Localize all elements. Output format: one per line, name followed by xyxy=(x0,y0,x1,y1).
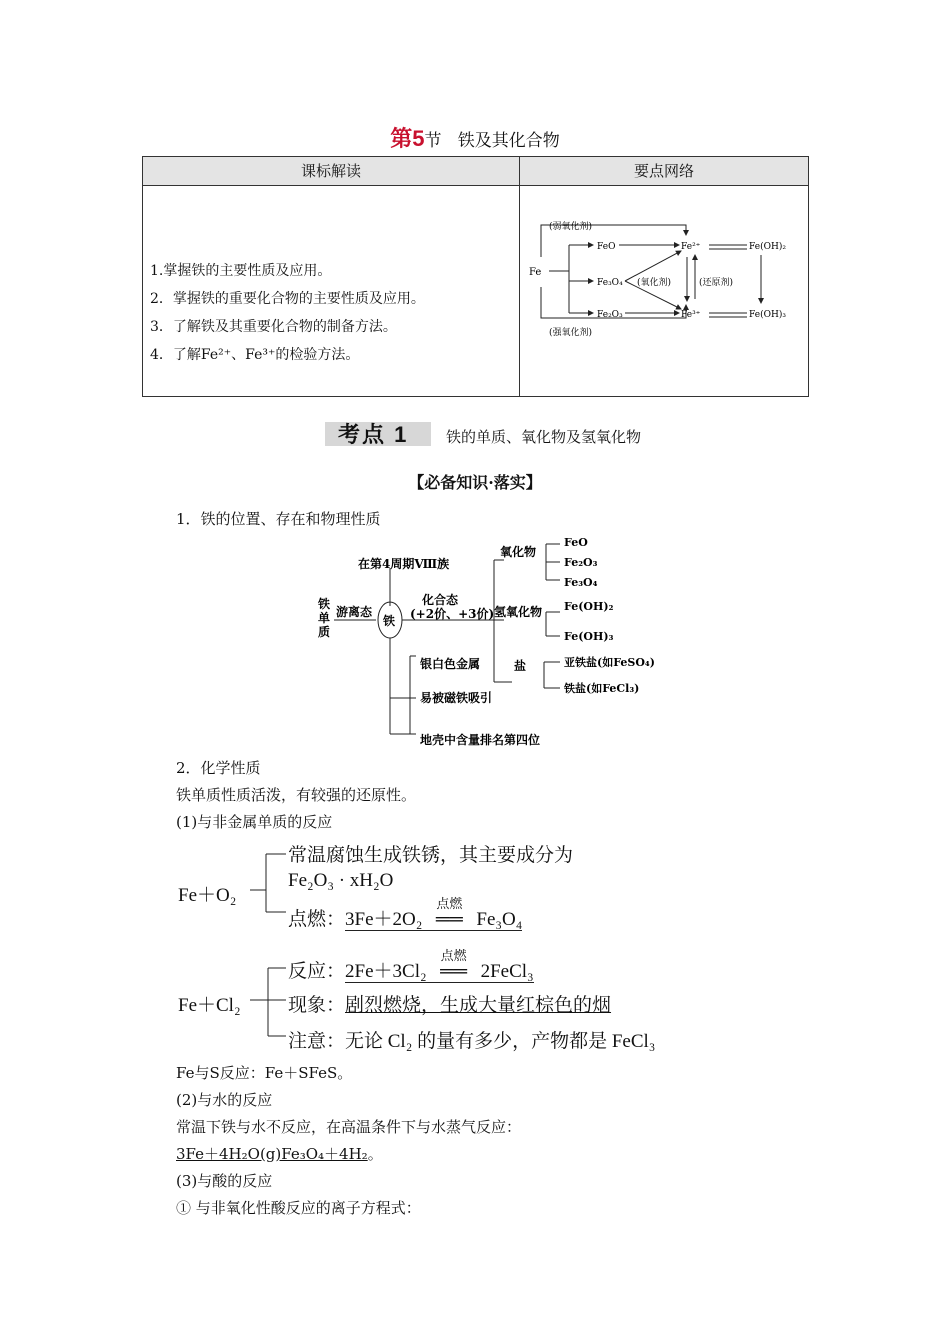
fe-s-reaction: Fe与S反应：Fe＋SFeS。 xyxy=(176,1064,353,1082)
standard-list xyxy=(144,187,518,369)
network-cell xyxy=(520,186,809,397)
subsection-3: (3)与酸的反应 xyxy=(176,1172,273,1190)
iron-network-diagram xyxy=(521,187,807,391)
cl2-bracket xyxy=(250,960,290,1042)
standard-table xyxy=(142,156,809,397)
subsection-1: (1)与非金属单质的反应 xyxy=(176,813,333,831)
tree-free-state: 游离态 xyxy=(336,605,373,619)
tree-fe3o4: Fe₃O₄ xyxy=(564,576,598,589)
o2-equation xyxy=(345,896,523,931)
tree-elem-2: 单 xyxy=(318,611,331,625)
tree-feo: FeO xyxy=(564,536,588,549)
tree-elem-3: 质 xyxy=(318,625,331,639)
section-1-heading: 1．铁的位置、存在和物理性质 xyxy=(176,510,381,528)
col-header-standard: 课标解读 xyxy=(143,157,520,186)
o2-eq-arrow: 点燃 ══ xyxy=(422,909,476,931)
cl2-eq-right: 2FeCl₃ xyxy=(480,961,534,982)
section-jie: 节 xyxy=(424,131,442,151)
standard-item: 1.掌握铁的主要性质及应用。 xyxy=(150,263,332,279)
tree-ferrous-salt: 亚铁盐(如FeSO₄) xyxy=(564,656,655,669)
o2-b-prefix: 点燃： xyxy=(288,909,346,930)
tree-position: 在第4周期Ⅷ族 xyxy=(358,557,450,571)
o2-eq-left: 3Fe＋2O₂ xyxy=(345,909,423,930)
tree-salt: 盐 xyxy=(514,659,527,673)
water-equation: 3Fe＋4H₂O(g)Fe₃O₄＋4H₂ xyxy=(176,1145,368,1163)
water-end: 。 xyxy=(367,1145,383,1163)
section-2-heading: 2．化学性质 xyxy=(176,759,261,777)
o2-eq-condition: 点燃 xyxy=(436,896,463,911)
cl2-phenomenon xyxy=(288,990,611,1017)
o2-reactants: Fe＋O₂ xyxy=(178,885,237,906)
cl2-a-prefix: 反应： xyxy=(288,961,346,982)
feoh3-node: Fe(OH)₃ xyxy=(749,310,786,320)
o2-bracket xyxy=(250,848,290,918)
cl2-equation xyxy=(345,948,534,983)
fe2-ion-node: Fe²⁺ xyxy=(681,242,701,252)
kaodian-label: 考点 1 xyxy=(338,422,409,447)
cl2-reactants: Fe＋Cl₂ xyxy=(178,995,241,1016)
water-desc: 常温下铁与水不反应，在高温条件下与水蒸气反应： xyxy=(176,1118,522,1136)
page-title xyxy=(0,122,950,153)
tree-feoh3: Fe(OH)₃ xyxy=(564,630,614,643)
o2-eq-right: Fe₃O₄ xyxy=(476,909,523,930)
standard-item: 4．了解Fe²⁺、Fe³⁺的检验方法。 xyxy=(150,347,360,363)
section-number: 第5 xyxy=(390,126,425,151)
oxidant-label: (氧化剂) xyxy=(637,278,672,288)
fe3-ion-node: Fe³⁺ xyxy=(681,310,701,320)
kaodian-title: 铁的单质、氧化物及氢氧化物 xyxy=(446,428,642,446)
cl2-eq-condition: 点燃 xyxy=(440,948,467,963)
fe3o4-node: Fe₃O₄ xyxy=(597,278,623,288)
standard-list-cell xyxy=(143,186,520,397)
tree-oxide: 氧化物 xyxy=(500,545,537,559)
tree-root: 铁 xyxy=(383,614,396,628)
fe-node: Fe xyxy=(529,267,542,278)
tree-prop-3: 地壳中含量排名第四位 xyxy=(420,733,541,747)
fe2o3-node: Fe₂O₃ xyxy=(597,310,623,320)
water-equation-line xyxy=(176,1143,383,1164)
o2-branch-a2: Fe₂O₃ · xH₂O xyxy=(288,870,394,891)
cl2-note: 注意：无论 Cl₂ 的量有多少，产物都是 FeCl₃ xyxy=(288,1031,656,1052)
bibei-heading: 【必备知识·落实】 xyxy=(408,473,542,492)
col-header-network: 要点网络 xyxy=(520,157,809,186)
strong-oxidant-label: (强氧化剂) xyxy=(549,328,593,338)
reductant-label: (还原剂) xyxy=(699,278,734,288)
cl2-phenomenon-text: 剧烈燃烧，生成大量红棕色的烟 xyxy=(345,995,612,1016)
tree-elem-1: 铁 xyxy=(318,597,331,611)
cl2-reaction xyxy=(288,948,534,983)
feoh2-node: Fe(OH)₂ xyxy=(749,242,786,252)
tree-ferric-salt: 铁盐(如FeCl₃) xyxy=(564,682,640,695)
tree-valence: (+2价、+3价) xyxy=(410,607,495,621)
tree-combined-state: 化合态 xyxy=(422,593,459,607)
feo-node: FeO xyxy=(597,242,616,252)
cl2-eq-left: 2Fe＋3Cl₂ xyxy=(345,961,427,982)
standard-item: 2．掌握铁的重要化合物的主要性质及应用。 xyxy=(150,291,425,307)
iron-tree-diagram xyxy=(310,532,690,754)
standard-item: 3．了解铁及其重要化合物的制备方法。 xyxy=(150,319,397,335)
section-2-desc: 铁单质性质活泼，有较强的还原性。 xyxy=(176,786,417,804)
subsection-2: (2)与水的反应 xyxy=(176,1091,273,1109)
acid-desc: ① 与非氧化性酸反应的离子方程式： xyxy=(176,1199,421,1217)
tree-feoh2: Fe(OH)₂ xyxy=(564,600,614,613)
cl2-b-prefix: 现象： xyxy=(288,995,346,1016)
weak-oxidant-label: (弱氧化剂) xyxy=(549,222,593,232)
tree-prop-1: 银白色金属 xyxy=(420,657,481,671)
section-name: 铁及其化合物 xyxy=(457,131,560,151)
tree-prop-2: 易被磁铁吸引 xyxy=(420,691,493,705)
cl2-eq-arrow: 点燃 ══ xyxy=(427,961,481,983)
o2-branch-b xyxy=(288,896,523,931)
tree-fe2o3: Fe₂O₃ xyxy=(564,556,598,569)
o2-branch-a1: 常温腐蚀生成铁锈，其主要成分为 xyxy=(288,845,574,866)
tree-hydroxide: 氢氧化物 xyxy=(494,605,543,619)
